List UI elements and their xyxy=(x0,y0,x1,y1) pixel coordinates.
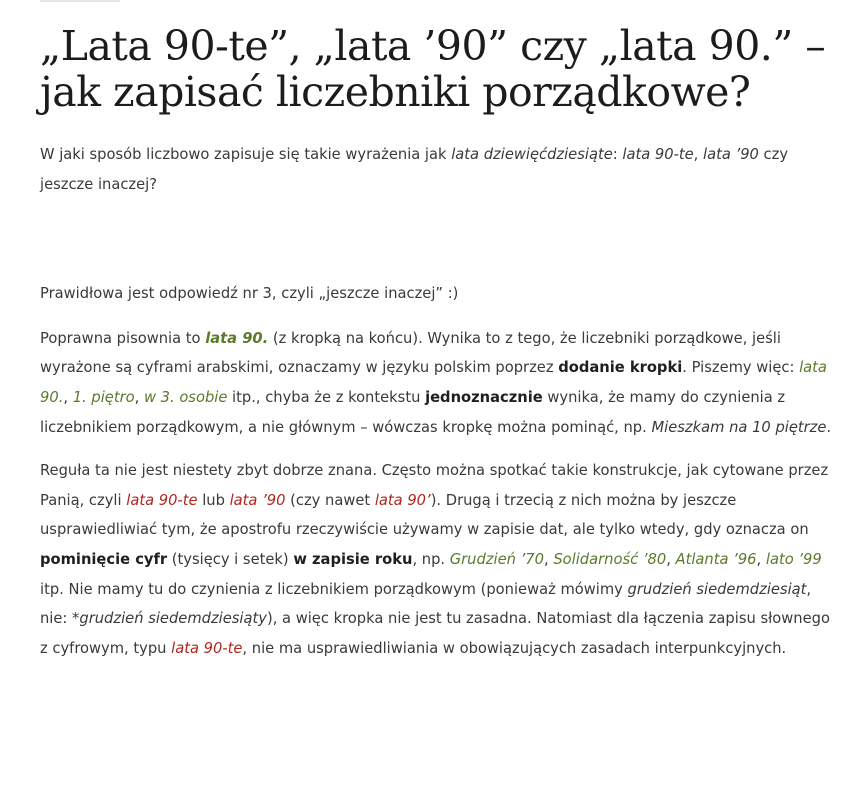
emphasis-text: dodanie kropki xyxy=(558,359,683,377)
lead-italic-term: lata dziewięćdziesiąte xyxy=(451,146,613,163)
paragraph-text: (z kropką na końcu). Wynika to z tego, że liczebniki porządkowe, jeśli wyrażone są cyframi arabskimi, oznaczamy w języku polskim poprzez xyxy=(40,329,781,377)
paragraph-text: , xyxy=(63,388,73,406)
correct-example: Grudzień ’70 xyxy=(449,550,544,568)
correct-example: lata 90. xyxy=(205,329,269,347)
paragraph-text: ). Drugą i trzecią z nich można by jeszcze usprawiedliwiać tym, że apostrofu rzeczywiście używamy w zapisie dat, ale tylko wtedy, gdy oznacza on xyxy=(40,491,809,539)
answer-paragraph: Prawidłowa jest odpowiedź nr 3, czyli „jeszcze inaczej” :) xyxy=(40,285,459,303)
paragraph-text: , xyxy=(134,388,144,406)
article-title: „Lata 90-te”, „lata ’90” czy „lata 90.” – jak zapisać liczebniki porządkowe? xyxy=(40,22,826,116)
correct-example: lato ’99 xyxy=(765,550,822,568)
incorrect-example: lata 90-te xyxy=(171,639,243,657)
article xyxy=(40,0,840,663)
paragraph-text: , xyxy=(666,550,676,568)
italic-example: grudzień siedemdziesiąty xyxy=(79,610,267,628)
incorrect-example: lata 90’ xyxy=(374,491,431,509)
emphasis-text: w zapisie roku xyxy=(293,550,413,568)
paragraph-text: , xyxy=(543,550,554,568)
paragraph-text: wynika, że mamy do czynienia z liczebnikiem porządkowym, a nie głównym – wówczas kropkę można pominąć, np. xyxy=(40,388,786,436)
paragraph-text: lub xyxy=(197,491,230,509)
correct-example: Atlanta ’96 xyxy=(675,550,757,568)
paragraph-text: . Piszemy więc: xyxy=(682,359,800,377)
lead-text: , xyxy=(693,146,704,163)
paragraph-text: Poprawna pisownia to xyxy=(40,329,206,347)
paragraph-text: Reguła ta nie jest niestety zbyt dobrze znana. Często można spotkać takie konstrukcje, jak cytowane przez Panią, czyli xyxy=(40,462,829,509)
correct-example: Solidarność ’80 xyxy=(553,550,667,568)
paragraph-text: , xyxy=(756,550,766,568)
explanation-paragraph xyxy=(40,324,840,442)
rule-paragraph xyxy=(40,456,840,663)
paragraph-text: itp. Nie mamy tu do czynienia z liczebnikiem porządkowym (ponieważ mówimy xyxy=(40,580,628,598)
paragraph-text: , nie: * xyxy=(40,580,812,628)
correct-example: 1. piętro xyxy=(72,388,135,406)
paragraph-text: (tysięcy i setek) xyxy=(167,550,294,568)
lead-text: W jaki sposób liczbowo zapisuje się takie wyrażenia jak xyxy=(40,146,452,163)
italic-example: Mieszkam na 10 piętrze xyxy=(651,418,827,436)
correct-example: w 3. osobie xyxy=(143,388,228,406)
incorrect-example: lata 90-te xyxy=(126,491,198,509)
lead-italic-example: lata 90-te xyxy=(622,146,694,163)
emphasis-text: pominięcie cyfr xyxy=(40,550,168,568)
paragraph-text: . xyxy=(826,418,832,436)
italic-example: grudzień siedemdziesiąt xyxy=(627,580,807,598)
paragraph-text: ), a więc kropka nie jest tu zasadna. Natomiast dla łączenia zapisu słownego z cyfrowym, typu xyxy=(40,610,830,657)
lead-question xyxy=(40,140,840,199)
lead-italic-example: lata ’90 xyxy=(703,146,759,163)
incorrect-example: lata ’90 xyxy=(229,491,286,509)
lead-text: czy jeszcze inaczej? xyxy=(40,146,789,193)
paragraph-text: , nie ma usprawiedliwiania w obowiązujących zasadach interpunkcyjnych. xyxy=(242,639,787,657)
lead-text: : xyxy=(612,146,623,163)
paragraph-text: , np. xyxy=(412,550,450,568)
paragraph-text: (czy nawet xyxy=(285,491,375,509)
emphasis-text: jednoznacznie xyxy=(425,388,543,406)
correct-example: lata 90. xyxy=(40,359,827,406)
paragraph-text: itp., chyba że z kontekstu xyxy=(227,388,426,406)
